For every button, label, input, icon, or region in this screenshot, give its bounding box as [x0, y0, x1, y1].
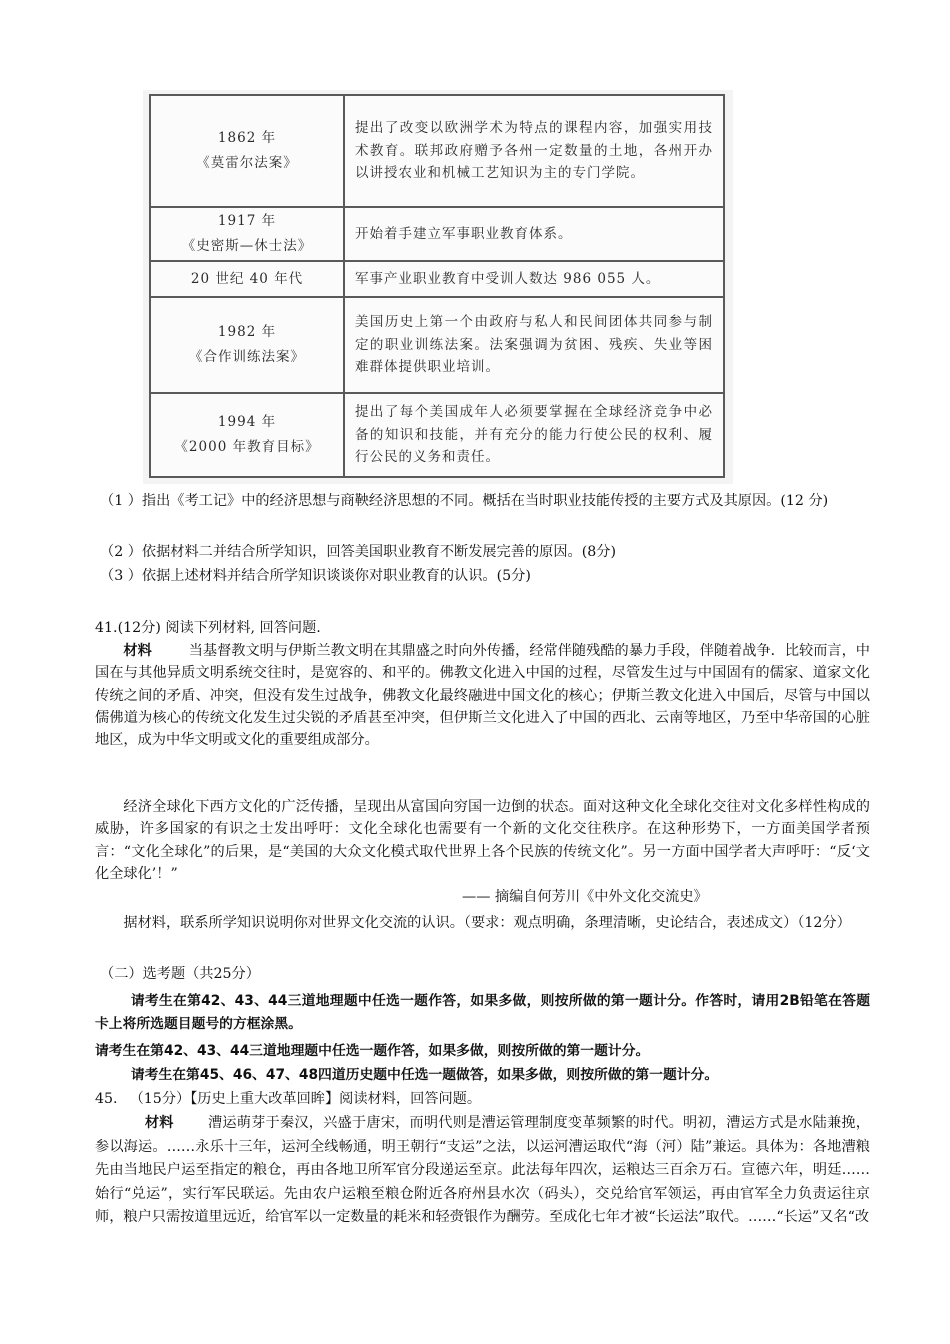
- q41-task: 据材料，联系所学知识说明你对世界文化交流的认识。（要求：观点明确，条理清晰，史论结合，表述成文）（12分）: [123, 915, 851, 931]
- material-label: 材料: [144, 1115, 174, 1131]
- q45-number: 45.: [95, 1091, 118, 1107]
- q41-header: 41.(12分) 阅读下列材料, 回答问题.: [95, 620, 321, 636]
- row-content: 提出了每个美国成年人必须要掌握在全球经济竞争中必备的知识和技能，并有充分的能力行使公民的权利、履行公民的义务和责任。: [344, 393, 724, 477]
- q41-source: —— 摘编自何芳川《中外文化交流史》: [462, 889, 708, 905]
- row-content: 开始着手建立军事职业教育体系。: [344, 207, 724, 261]
- table-cell-period: [150, 297, 344, 393]
- q45-intro: 阅读材料，回答问题。: [339, 1091, 482, 1107]
- row-year: 1994 年: [217, 414, 277, 430]
- table-row: [150, 393, 724, 477]
- q41-p1-text: 当基督教文明与伊斯兰教文明在其鼎盛之时向外传播，经常伴随残酷的暴力手段，伴随着战争．比较而言，中国在与其他异质文明系统交往时，是宽容的、和平的。佛教文化进入中国的过程，尽管发生过与中国固有的儒家、道家文化传统之间的矛盾、冲突，但没有发生过战争，佛教文化最终融进中国文化的核心；伊斯兰教文化进入中国后，尽管与中国以儒佛道为核心的传统文化发生过尖锐的矛盾甚至冲突，但伊斯兰文化进入了中国的西北、云南等地区，乃至中华帝国的心脏地区，成为中华文明或文化的重要组成部分。: [95, 643, 870, 749]
- q41-material-paragraph-1: [95, 640, 870, 751]
- section-2-instruction-2: 请考生在第42、43、44三道地理题中任选一题作答，如果多做，则按所做的第一题计分。: [95, 1043, 650, 1059]
- table-cell-period: [150, 393, 344, 477]
- row-content: 军事产业职业教育中受训人数达 986 055 人。: [344, 261, 724, 297]
- table-row: [150, 297, 724, 393]
- q41-material-paragraph-2: 经济全球化下西方文化的广泛传播，呈现出从富国向穷国一边倒的状态。面对这种文化全球化交往对文化多样性构成的威胁，许多国家的有识之士发出呼吁：文化全球化也需要有一个新的文化交往秩序。在这种形势下，一方面美国学者预言：“文化全球化”的后果，是“美国的大众文化模式取代世界上各个民族的传统文化”。另一方面中国学者大声呼吁：“反‘文化全球化’！”: [95, 799, 870, 882]
- material-label: 材料: [123, 643, 152, 659]
- table-row: [150, 207, 724, 261]
- education-law-table-image: [143, 90, 733, 484]
- row-law: 《合作训练法案》: [189, 349, 305, 365]
- section-2-instruction-3: 请考生在第45、46、47、48四道历史题中任选一题做答，如果多做，则按所做的第一题计分。: [130, 1067, 719, 1083]
- table-cell-period: [150, 95, 344, 207]
- row-year: 1862 年: [217, 130, 277, 146]
- question-3: （3 ）依据上述材料并结合所学知识谈谈你对职业教育的认识。(5分): [100, 568, 531, 584]
- row-law: 《莫雷尔法案》: [196, 155, 298, 171]
- q45-tag: 【历史上重大改革回眸】: [190, 1091, 340, 1107]
- row-content: 提出了改变以欧洲学术为特点的课程内容，加强实用技术教育。联邦政府赠予各州一定数量的土地，各州开办以讲授农业和机械工艺知识为主的专门学院。: [344, 95, 724, 207]
- row-law: 《2000 年教育目标》: [174, 439, 320, 455]
- section-2-header: （二）选考题（共25分）: [100, 966, 260, 982]
- row-year: 1982 年: [217, 324, 277, 340]
- question-2: （2 ）依据材料二并结合所学知识，回答美国职业教育不断发展完善的原因。(8分): [100, 544, 617, 560]
- table-cell-period: [150, 207, 344, 261]
- row-year: 1917 年: [217, 213, 277, 229]
- table-row: [150, 261, 724, 297]
- section-2-instruction-1: 请考生在第42、43、44三道地理题中任选一题作答，如果多做，则按所做的第一题计分。作答时，请用2B铅笔在答题卡上将所选题目题号的方框涂黑。: [95, 993, 870, 1032]
- q45-score: （15分）: [129, 1091, 191, 1107]
- row-content: 美国历史上第一个由政府与私人和民间团体共同参与制定的职业训练法案。法案强调为贫困、残疾、失业等困难群体提供职业培训。: [344, 297, 724, 393]
- row-law: 《史密斯—休士法》: [181, 238, 313, 254]
- q45-material: [95, 1112, 870, 1230]
- row-year: 20 世纪 40 年代: [190, 270, 304, 287]
- q45-material-text: 漕运萌芽于秦汉，兴盛于唐宋，而明代则是漕运管理制度变革频繁的时代。明初，漕运方式是水陆兼挽，参以海运。……永乐十三年，运河全线畅通，明王朝行“支运”之法，以运河漕运取代“海（河）陆”兼运。具体为：各地漕粮先由当地民户运至指定的粮仓，再由各地卫所军官分段递运至京。此法每年四次，运粮达三百余万石。宣德六年，明廷……始行“兑运”，实行军民联运。先由农户运粮至粮仓附近各府州县水次（码头），交兑给官军领运，再由官军全力负责运往京师，粮户只需按道里远近，给官军以一定数量的耗米和轻赍银作为酬劳。至成化七年才被“长运法”取代。……“长运”又名“改: [95, 1115, 870, 1226]
- table-cell-period: [150, 261, 344, 297]
- q45-header: [95, 1088, 481, 1110]
- question-1: （1 ）指出《考工记》中的经济思想与商鞅经济思想的不同。概括在当时职业技能传授的主要方式及其原因。(12 分): [100, 493, 829, 509]
- education-law-table: [149, 94, 725, 478]
- table-row: [150, 95, 724, 207]
